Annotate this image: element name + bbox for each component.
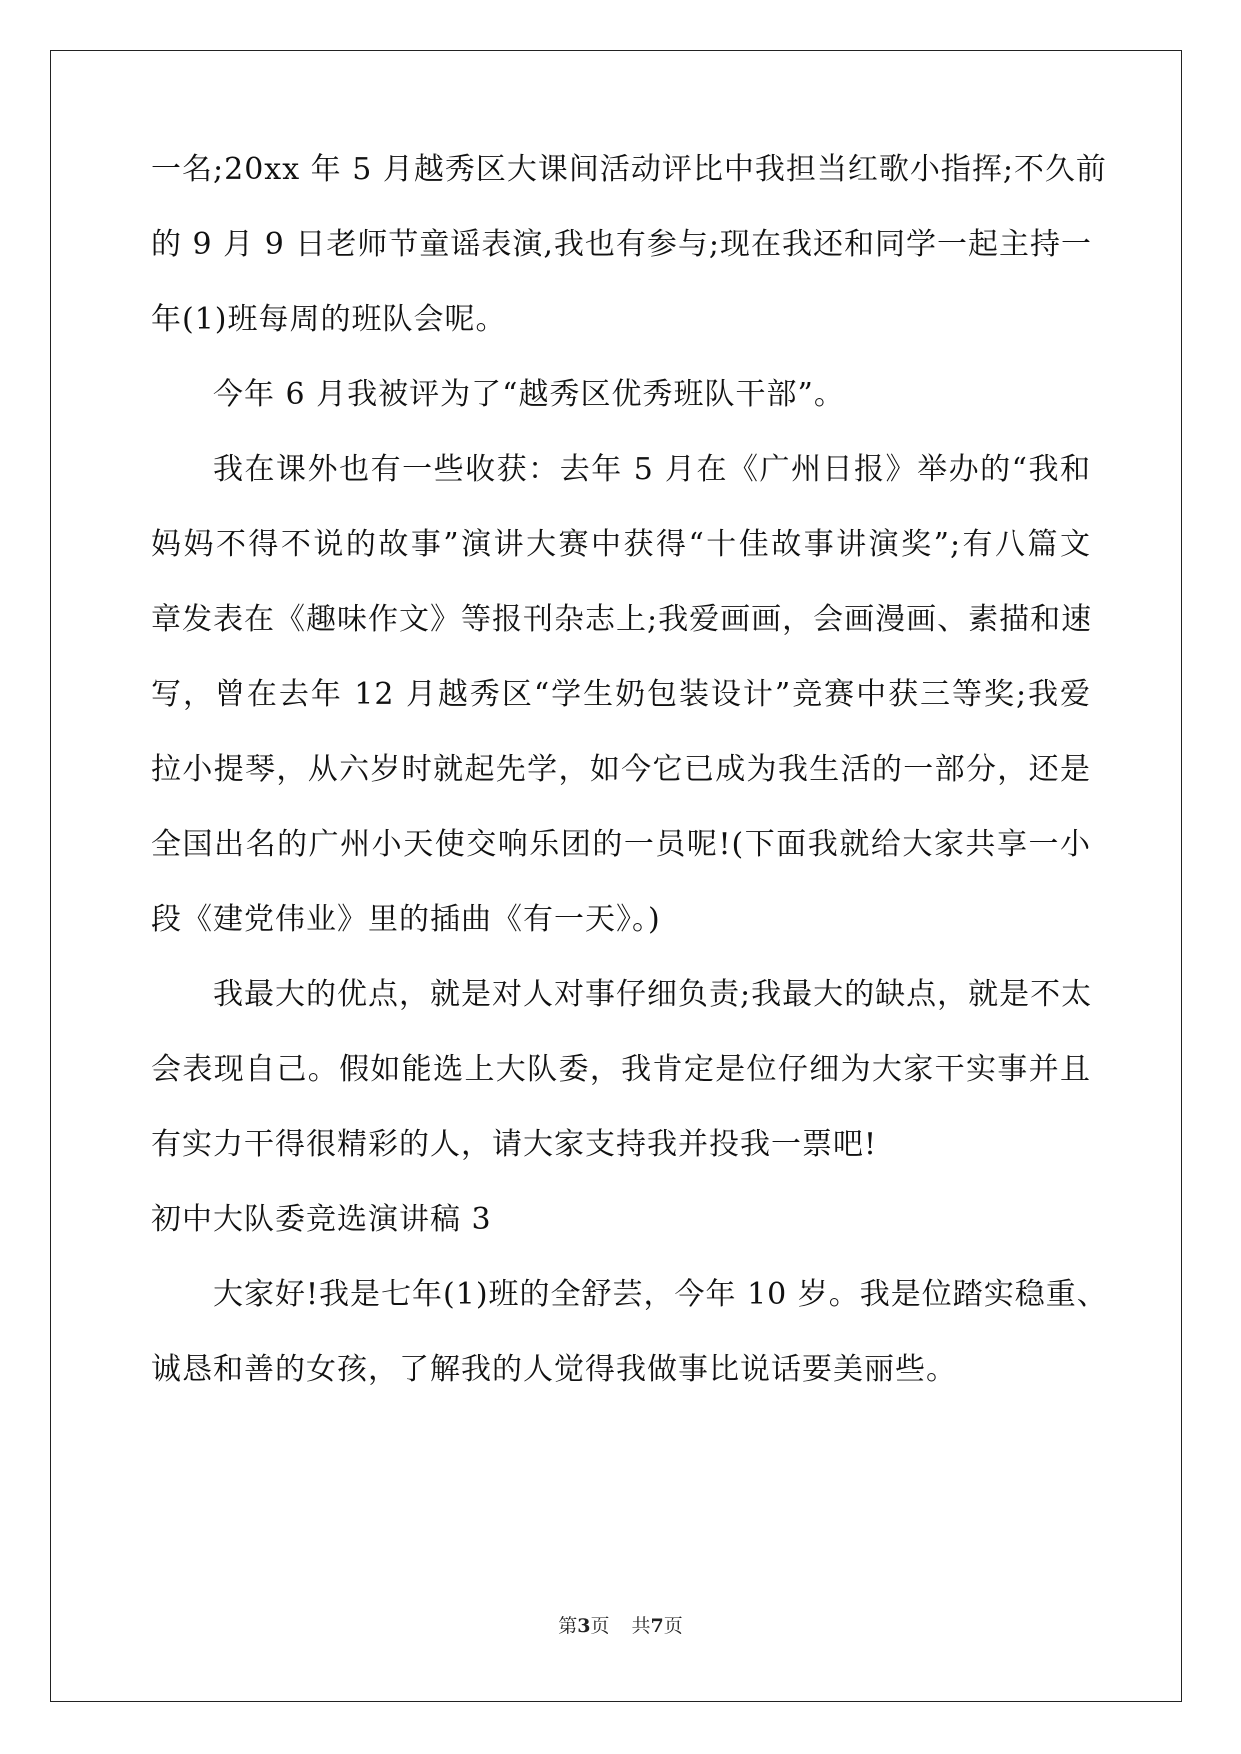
body-line-15: 大家好!我是七年(1)班的全舒芸，今年 10 岁。我是位踏实稳重、 [213, 1277, 1108, 1312]
page-prefix: 第 [558, 1615, 578, 1637]
page-footer [0, 1614, 1241, 1638]
body-line-7: 章发表在《趣味作文》等报刊杂志上;我爱画画，会画漫画、素描和速 [151, 602, 1093, 637]
page-suffix: 页 [590, 1615, 610, 1637]
body-line-3: 年(1)班每周的班队会呢。 [151, 302, 507, 337]
body-line-6: 妈妈不得不说的故事”演讲大赛中获得“十佳故事讲演奖”;有八篇文 [151, 527, 1091, 562]
body-line-1: 一名;20xx 年 5 月越秀区大课间活动评比中我担当红歌小指挥;不久前 [151, 152, 1107, 187]
body-line-9: 拉小提琴，从六岁时就起先学，如今它已成为我生活的一部分，还是 [151, 752, 1091, 787]
body-line-8: 写，曾在去年 12 月越秀区“学生奶包装设计”竞赛中获三等奖;我爱 [151, 677, 1091, 712]
body-line-16: 诚恳和善的女孩，了解我的人觉得我做事比说话要美丽些。 [151, 1352, 957, 1387]
page-border [50, 50, 1182, 1702]
body-line-11: 段《建党伟业》里的插曲《有一天》。) [151, 902, 661, 937]
body-line-2: 的 9 月 9 日老师节童谣表演,我也有参与;现在我还和同学一起主持一 [151, 227, 1092, 262]
body-line-14: 有实力干得很精彩的人，请大家支持我并投我一票吧! [151, 1127, 878, 1162]
body-line-5: 我在课外也有一些收获：去年 5 月在《广州日报》举办的“我和 [213, 452, 1091, 487]
page-total: 7 [650, 1615, 664, 1637]
total-suffix: 页 [663, 1615, 683, 1637]
body-line-4: 今年 6 月我被评为了“越秀区优秀班队干部”。 [213, 377, 845, 412]
body-line-12: 我最大的优点，就是对人对事仔细负责;我最大的缺点，就是不太 [213, 977, 1093, 1012]
page-current: 3 [577, 1615, 591, 1637]
body-line-10: 全国出名的广州小天使交响乐团的一员呢!(下面我就给大家共享一小 [151, 827, 1091, 862]
section-heading: 初中大队委竞选演讲稿 3 [151, 1202, 492, 1237]
total-prefix: 共 [631, 1615, 651, 1637]
body-line-13: 会表现自己。假如能选上大队委，我肯定是位仔细为大家干实事并且 [151, 1052, 1091, 1087]
